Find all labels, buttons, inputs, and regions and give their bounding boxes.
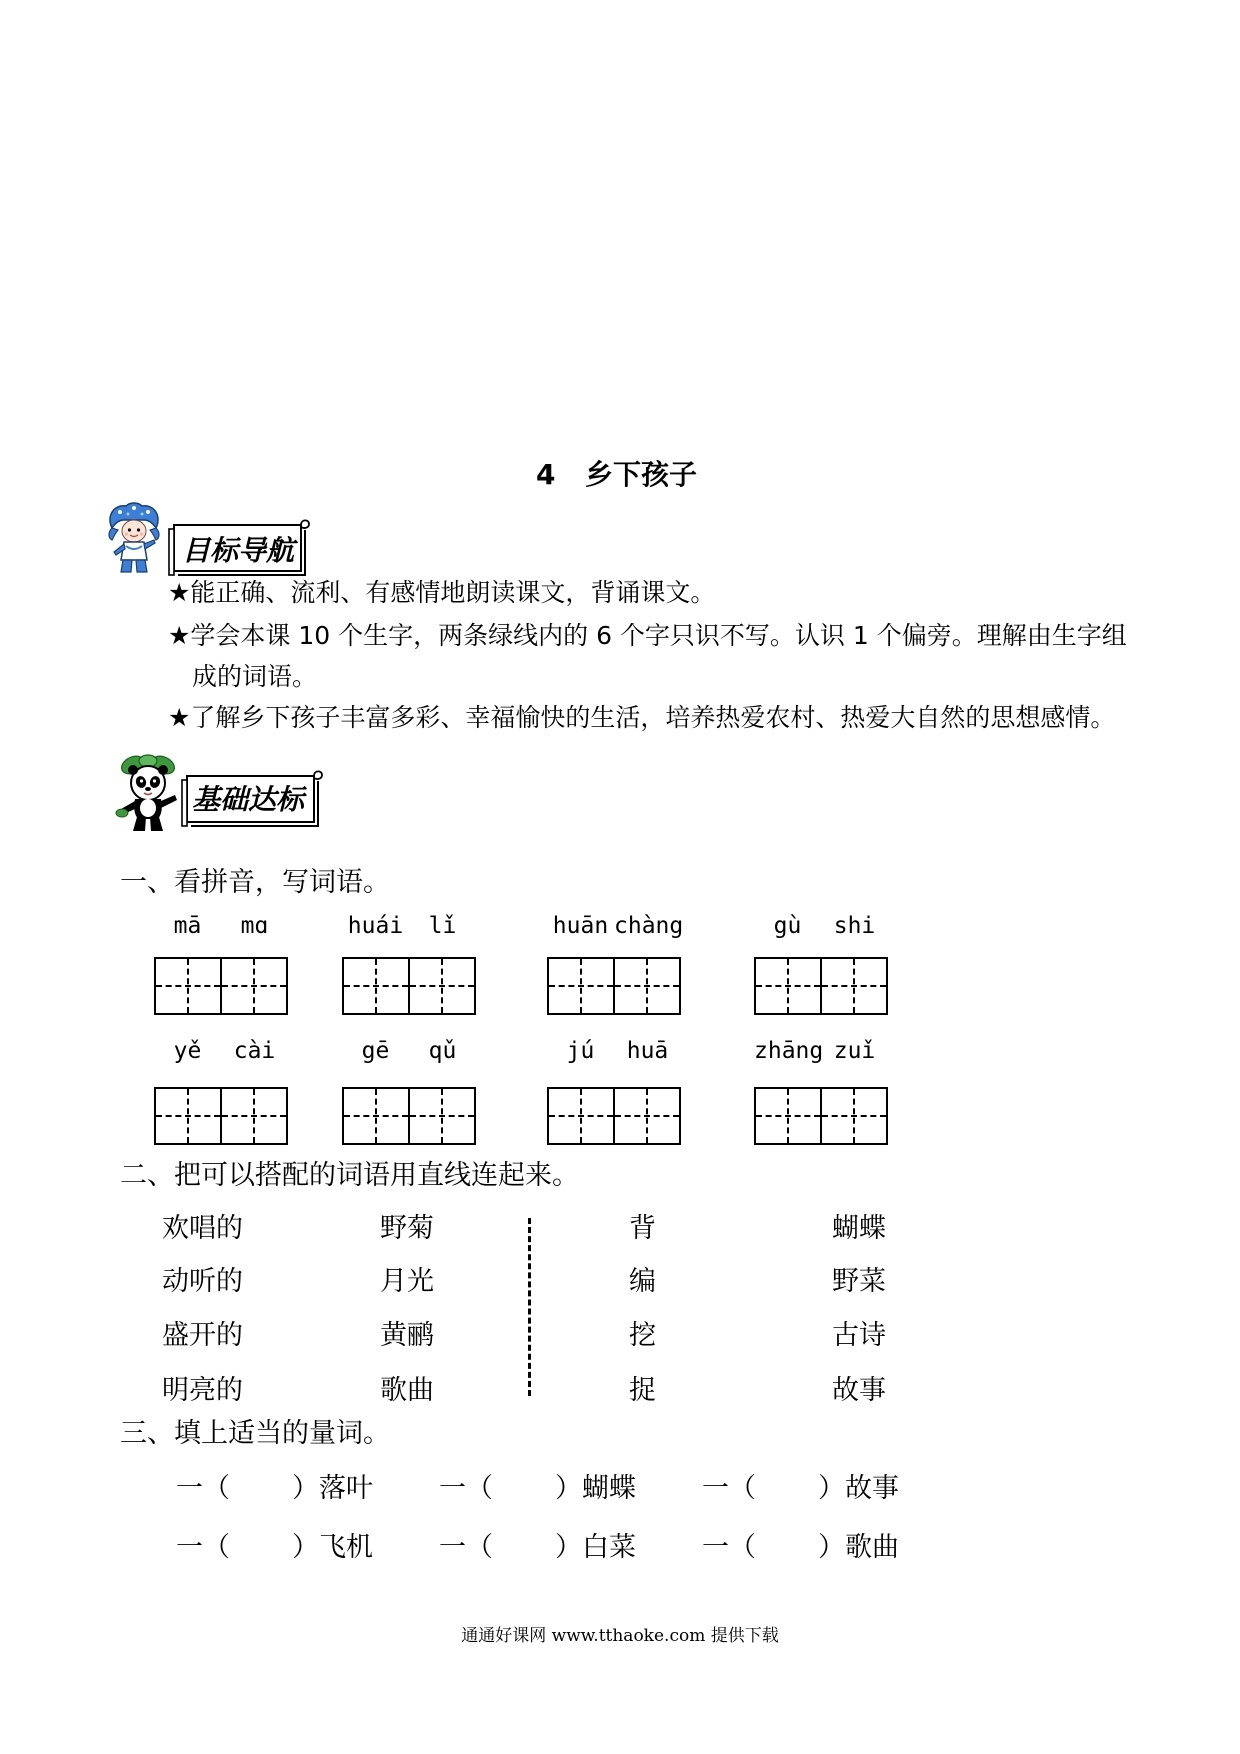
writing-cell bbox=[344, 1089, 408, 1143]
blank-noun: 白菜 bbox=[582, 1532, 636, 1563]
writing-box-pair bbox=[154, 1087, 288, 1145]
writing-cell bbox=[756, 959, 820, 1013]
writing-box-pair bbox=[754, 957, 888, 1015]
match-word-right-a: 挖 bbox=[629, 1320, 656, 1351]
pinyin-syllable: qǔ bbox=[428, 1038, 457, 1064]
question-2-heading: 二、把可以搭配的词语用直线连起来。 bbox=[120, 1160, 579, 1191]
pinyin-syllable: mɑ bbox=[240, 913, 269, 939]
measure-word-blank-item bbox=[439, 1533, 636, 1563]
jingjing-panda-mascot-icon bbox=[115, 753, 181, 833]
goal-item-2-continued: 成的词语。 bbox=[192, 662, 318, 691]
blank-open: 一（ bbox=[439, 1532, 493, 1563]
writing-cell bbox=[820, 1089, 886, 1143]
pinyin-syllable: huái bbox=[347, 913, 404, 939]
writing-cell bbox=[613, 1089, 679, 1143]
goals-banner-title: 目标导航 bbox=[182, 534, 295, 567]
writing-cell bbox=[613, 959, 679, 1013]
pinyin-syllable: huān bbox=[552, 913, 609, 939]
blank-open: 一（ bbox=[702, 1532, 756, 1563]
answer-blank bbox=[756, 1474, 818, 1504]
match-word-left-b: 黄鹂 bbox=[380, 1320, 434, 1351]
blank-close: ） bbox=[818, 1473, 845, 1504]
measure-word-blank-item bbox=[702, 1533, 899, 1563]
match-word-left-a: 欢唱的 bbox=[162, 1213, 243, 1244]
answer-blank bbox=[756, 1533, 818, 1563]
match-word-right-b: 古诗 bbox=[832, 1320, 886, 1351]
writing-cell bbox=[156, 959, 220, 1013]
lesson-title: 乡下孩子 bbox=[585, 458, 698, 491]
blank-close: ） bbox=[818, 1532, 845, 1563]
match-word-left-a: 盛开的 bbox=[162, 1320, 243, 1351]
match-word-left-a: 动听的 bbox=[162, 1266, 243, 1297]
answer-blank bbox=[230, 1533, 292, 1563]
pinyin-syllable: mā bbox=[173, 913, 202, 939]
writing-box-pair bbox=[547, 957, 681, 1015]
blank-open: 一（ bbox=[702, 1473, 756, 1504]
writing-cell bbox=[549, 1089, 613, 1143]
pinyin-syllable: gù bbox=[773, 913, 802, 939]
match-word-right-a: 背 bbox=[629, 1213, 656, 1244]
blank-close: ） bbox=[555, 1532, 582, 1563]
pinyin-syllable: jú bbox=[566, 1038, 595, 1064]
writing-cell bbox=[408, 1089, 474, 1143]
dashed-divider bbox=[528, 1218, 531, 1396]
blank-noun: 故事 bbox=[845, 1473, 899, 1504]
blank-noun: 落叶 bbox=[319, 1473, 373, 1504]
basics-banner-title: 基础达标 bbox=[192, 783, 305, 816]
writing-cell bbox=[408, 959, 474, 1013]
page-footer: 通通好课网 www.tthaoke.com 提供下载 bbox=[461, 1626, 779, 1646]
blank-close: ） bbox=[292, 1473, 319, 1504]
pinyin-syllable: gē bbox=[361, 1038, 390, 1064]
blank-noun: 歌曲 bbox=[845, 1532, 899, 1563]
pinyin-syllable: zhāng bbox=[754, 1038, 824, 1064]
match-word-left-b: 野菊 bbox=[380, 1213, 434, 1244]
writing-cell bbox=[220, 959, 286, 1013]
match-word-right-a: 捉 bbox=[629, 1375, 656, 1406]
goal-item-2: ★学会本课 10 个生字，两条绿线内的 6 个字只识不写。认识 1 个偏旁。理解由生字组 bbox=[168, 621, 1127, 650]
pinyin-syllable: chàng bbox=[614, 913, 684, 939]
writing-cell bbox=[156, 1089, 220, 1143]
blank-open: 一（ bbox=[176, 1532, 230, 1563]
measure-word-blank-item bbox=[702, 1474, 899, 1504]
measure-word-blank-item bbox=[439, 1474, 636, 1504]
writing-box-pair bbox=[547, 1087, 681, 1145]
blank-open: 一（ bbox=[176, 1473, 230, 1504]
match-word-left-b: 月光 bbox=[380, 1266, 434, 1297]
match-word-right-b: 故事 bbox=[832, 1375, 886, 1406]
pinyin-syllable: zuǐ bbox=[833, 1038, 876, 1064]
match-word-left-b: 歌曲 bbox=[380, 1375, 434, 1406]
measure-word-blank-item bbox=[176, 1533, 373, 1563]
question-3-heading: 三、填上适当的量词。 bbox=[120, 1418, 390, 1449]
writing-cell bbox=[344, 959, 408, 1013]
writing-box-pair bbox=[342, 1087, 476, 1145]
writing-cell bbox=[220, 1089, 286, 1143]
lesson-number: 4 bbox=[536, 458, 556, 491]
question-1-heading: 一、看拼音，写词语。 bbox=[120, 867, 390, 898]
answer-blank bbox=[493, 1533, 555, 1563]
beibei-mascot-icon bbox=[104, 502, 164, 576]
pinyin-syllable: cài bbox=[233, 1038, 276, 1064]
writing-box-pair bbox=[754, 1087, 888, 1145]
pinyin-syllable: lǐ bbox=[428, 913, 457, 939]
goal-item-3: ★了解乡下孩子丰富多彩、幸福愉快的生活，培养热爱农村、热爱大自然的思想感情。 bbox=[168, 703, 1116, 732]
match-word-right-b: 蝴蝶 bbox=[832, 1213, 886, 1244]
writing-cell bbox=[756, 1089, 820, 1143]
measure-word-blank-item bbox=[176, 1474, 373, 1504]
writing-cell bbox=[549, 959, 613, 1013]
blank-close: ） bbox=[292, 1532, 319, 1563]
blank-noun: 飞机 bbox=[319, 1532, 373, 1563]
writing-cell bbox=[820, 959, 886, 1013]
match-word-right-a: 编 bbox=[629, 1266, 656, 1297]
answer-blank bbox=[493, 1474, 555, 1504]
pinyin-syllable: huā bbox=[626, 1038, 669, 1064]
match-word-left-a: 明亮的 bbox=[162, 1375, 243, 1406]
blank-close: ） bbox=[555, 1473, 582, 1504]
pinyin-syllable: yě bbox=[173, 1038, 202, 1064]
blank-noun: 蝴蝶 bbox=[582, 1473, 636, 1504]
goal-item-1: ★能正确、流利、有感情地朗读课文，背诵课文。 bbox=[168, 578, 716, 607]
blank-open: 一（ bbox=[439, 1473, 493, 1504]
writing-box-pair bbox=[342, 957, 476, 1015]
writing-box-pair bbox=[154, 957, 288, 1015]
pinyin-syllable: shi bbox=[833, 913, 876, 939]
answer-blank bbox=[230, 1474, 292, 1504]
match-word-right-b: 野菜 bbox=[832, 1266, 886, 1297]
